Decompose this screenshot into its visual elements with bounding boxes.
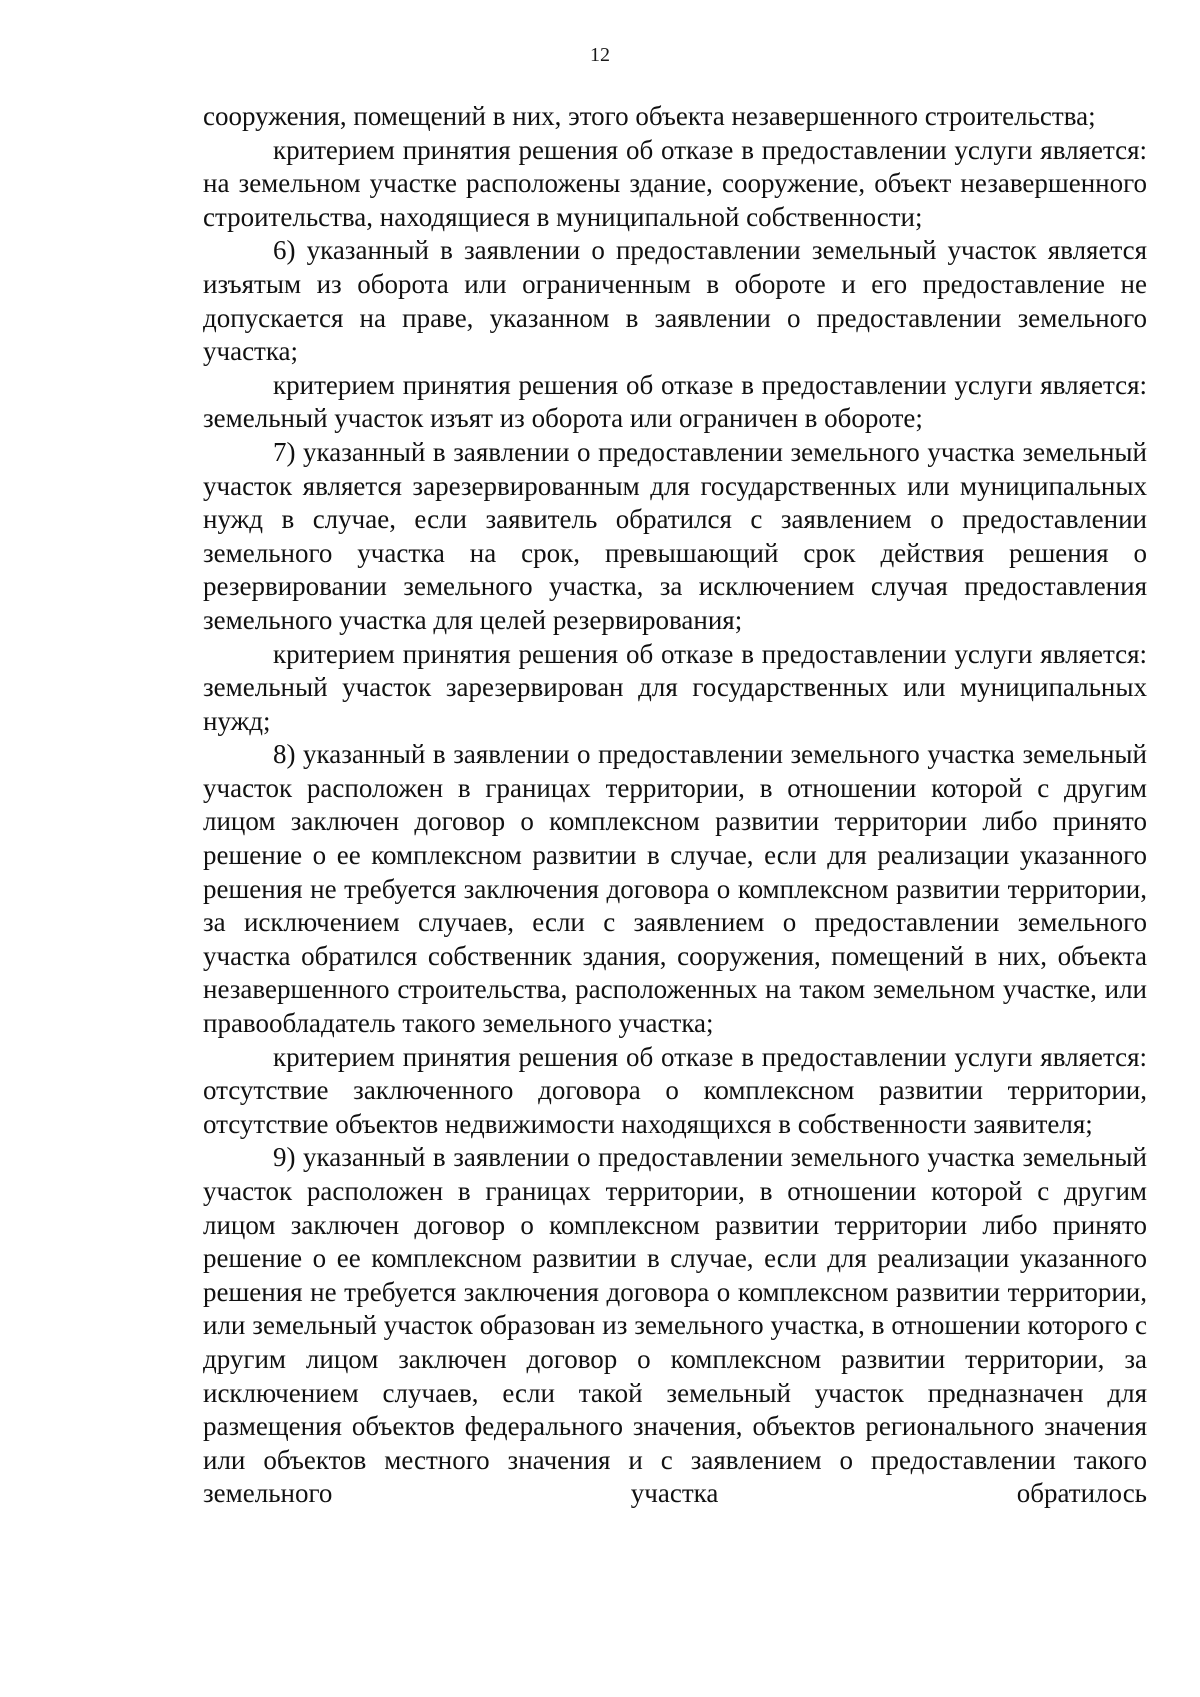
paragraph-item-9: 9) указанный в заявлении о предоставлении земельного участка земельный участок расположен в границах территории, в отношении которой с другим лицом заключен договор о комплексном развитии территории либо принято решение о ее комплексном развитии в случае, если для реализации указанного решения не требуется заключения договора о комплексном развитии территории, или земельный участок образован из земельного участка, в отношении которого с другим лицом заключен договор о комплексном развитии территории, за исключением случаев, если такой земельный участок предназначен для размещения объектов федерального значения, объектов регионального значения или объектов местного значения и с заявлением о предоставлении такого земельного участка обратилось — [203, 1142, 1147, 1509]
paragraph-item-8: 8) указанный в заявлении о предоставлении земельного участка земельный участок расположен в границах территории, в отношении которой с другим лицом заключен договор о комплексном развитии территории либо принято решение о ее комплексном развитии в случае, если для реализации указанного решения не требуется заключения договора о комплексном развитии территории, за исключением случаев, если с заявлением о предоставлении земельного участка обратился собственник здания, сооружения, помещений в них, объекта незавершенного строительства, расположенных на таком земельном участке, или правообладатель такого земельного участка; — [203, 739, 1147, 1039]
paragraph-continuation: сооружения, помещений в них, этого объекта незавершенного строительства; — [203, 101, 1096, 131]
document-body — [203, 100, 1147, 1511]
paragraph-item-7: 7) указанный в заявлении о предоставлении земельного участка земельный участок является зарезервированным для государственных или муниципальных нужд в случае, если заявитель обратился с заявлением о предоставлении земельного участка на срок, превышающий срок действия решения о резервировании земельного участка, за исключением случая предоставления земельного участка для целей резервирования; — [203, 436, 1147, 635]
paragraph-criterion-8: критерием принятия решения об отказе в предоставлении услуги является: отсутствие заключенного договора о комплексном развитии территории, отсутствие объектов недвижимости находящихся в собственности заявителя; — [203, 1041, 1147, 1139]
paragraph-criterion-5: критерием принятия решения об отказе в предоставлении услуги является: на земельном участке расположены здание, сооружение, объект незавершенного строительства, находящиеся в муниципальной собственности; — [203, 134, 1147, 232]
paragraph-item-6: 6) указанный в заявлении о предоставлении земельный участок является изъятым из оборота или ограниченным в обороте и его предоставление не допускается на праве, указанном в заявлении о предоставлении земельного участка; — [203, 235, 1147, 367]
paragraph-criterion-6: критерием принятия решения об отказе в предоставлении услуги является: земельный участок изъят из оборота или ограничен в обороте; — [203, 369, 1147, 434]
paragraph-criterion-7: критерием принятия решения об отказе в предоставлении услуги является: земельный участок зарезервирован для государственных или муниципальных нужд; — [203, 638, 1147, 736]
page-number: 12 — [590, 44, 610, 66]
